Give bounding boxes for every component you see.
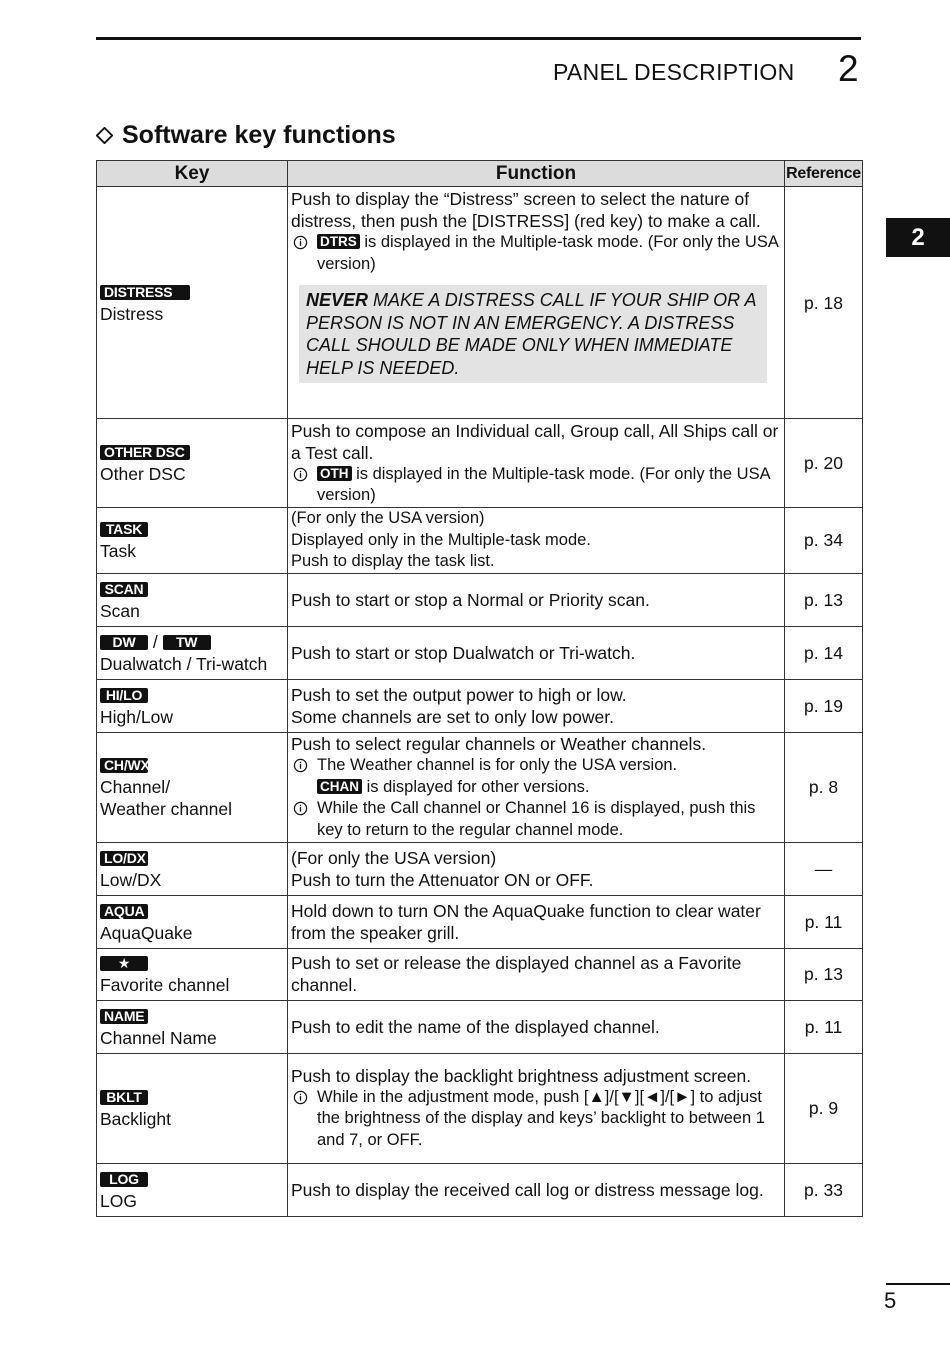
table-row [97, 842, 863, 895]
function-text: Push to set or release the displayed channel as a Favorite channel. [288, 948, 785, 1000]
key-name: Dualwatch / Tri-watch [100, 653, 268, 674]
key-cell [97, 895, 288, 948]
footer-rule [886, 1283, 950, 1285]
info-icon [293, 1090, 308, 1105]
function-text: Push to display the “Distress” screen to select the nature of distress, then push the [DISTRESS] (red key) to make a call. [291, 189, 761, 231]
key-cell [97, 732, 288, 842]
info-note [291, 232, 781, 275]
reference-cell: p. 34 [785, 508, 863, 574]
hi-lo-key-badge: HI/LO [100, 688, 148, 703]
table-row [97, 948, 863, 1000]
key-name: LOG [100, 1190, 137, 1211]
chan-badge: CHAN [317, 779, 362, 794]
function-text: Push to display the backlight brightness adjustment screen. [291, 1065, 752, 1086]
reference-cell: p. 19 [785, 679, 863, 732]
info-note [291, 755, 781, 798]
note-text: The Weather channel is for only the USA version. [317, 756, 678, 774]
info-icon [293, 467, 308, 482]
badge-separator: / [152, 631, 158, 652]
function-text: Push to start or stop a Normal or Priority scan. [288, 573, 785, 626]
function-cell [288, 679, 785, 732]
reference-cell: p. 18 [785, 187, 863, 419]
reference-cell: p. 9 [785, 1053, 863, 1163]
reference-cell: p. 11 [785, 895, 863, 948]
table-row [97, 573, 863, 626]
key-name: Weather channel [100, 799, 232, 819]
scan-key-badge: SCAN [100, 582, 148, 597]
note-text: While in the adjustment mode, push [▲]/[▼][◄]/[►] to adjust the brightness of the display and keys’ backlight to between 1 and 7, or OFF. [317, 1087, 765, 1149]
dw-key-badge: DW [100, 635, 148, 650]
function-line: Push to set the output power to high or low. [291, 684, 627, 705]
reference-cell: p. 11 [785, 1000, 863, 1053]
log-key-badge: LOG [100, 1172, 148, 1187]
function-text: Push to start or stop Dualwatch or Tri-watch. [288, 626, 785, 679]
page-number: 5 [884, 1288, 897, 1313]
tw-key-badge: TW [163, 635, 211, 650]
warning-text: MAKE A DISTRESS CALL IF YOUR SHIP OR A PERSON IS NOT IN AN EMERGENCY. A DISTRESS CALL SHOULD BE MADE ONLY WHEN IMMEDIATE HELP IS NEEDED. [306, 290, 756, 378]
key-name: High/Low [100, 706, 173, 727]
function-cell [288, 842, 785, 895]
note-text: is displayed in the Multiple-task mode. (For only the USA version) [317, 233, 778, 273]
chapter-number: 2 [838, 48, 859, 89]
key-name: Channel Name [100, 1027, 217, 1048]
dtrs-badge: DTRS [317, 234, 360, 249]
bklt-key-badge: BKLT [100, 1090, 148, 1105]
key-name: Other DSC [100, 464, 186, 484]
function-text: Push to select regular channels or Weather channels. [291, 734, 707, 754]
function-line: (For only the USA version) [291, 847, 497, 868]
key-name: Task [100, 541, 136, 562]
info-icon [293, 801, 308, 816]
table-row [97, 419, 863, 508]
header-function: Function [288, 161, 785, 187]
function-line: Displayed only in the Multiple-task mode. [291, 530, 591, 549]
header-key: Key [97, 161, 288, 187]
function-line: Push to turn the Attenuator ON or OFF. [291, 869, 594, 890]
top-rule [96, 37, 861, 40]
key-name: Favorite channel [100, 975, 230, 995]
note-text: is displayed in the Multiple-task mode. (For only the USA version) [317, 464, 770, 504]
function-text: Push to display the received call log or distress message log. [288, 1163, 785, 1216]
reference-cell: — [785, 842, 863, 895]
info-icon [293, 758, 308, 773]
info-note [291, 464, 781, 507]
name-key-badge: NAME [100, 1009, 148, 1024]
key-cell [97, 187, 288, 419]
function-line: Some channels are set to only low power. [291, 706, 614, 727]
chapter-title: PANEL DESCRIPTION [553, 59, 795, 85]
key-cell [97, 508, 288, 574]
table-row [97, 732, 863, 842]
section-title: Software key functions [122, 121, 396, 149]
table-row [97, 626, 863, 679]
note-text: While the Call channel or Channel 16 is displayed, push this key to return to the regular channel mode. [317, 799, 756, 839]
table-row [97, 1053, 863, 1163]
distress-key-badge: DISTRESS [100, 285, 190, 300]
key-cell [97, 679, 288, 732]
function-line: (For only the USA version) [291, 509, 485, 527]
distress-warning [299, 285, 767, 383]
reference-cell: p. 13 [785, 573, 863, 626]
table-row [97, 1000, 863, 1053]
function-cell [288, 187, 785, 419]
key-cell [97, 419, 288, 508]
reference-cell: p. 14 [785, 626, 863, 679]
table-header-row [97, 161, 863, 187]
aqua-key-badge: AQUA [100, 904, 148, 919]
diamond-icon [96, 127, 113, 144]
task-key-badge: TASK [100, 522, 148, 537]
key-name: Low/DX [100, 869, 162, 890]
key-cell [97, 1053, 288, 1163]
info-icon [293, 235, 308, 250]
info-note [291, 798, 781, 841]
section-heading [96, 121, 396, 150]
lo-dx-key-badge: LO/DX [100, 851, 148, 866]
table-row [97, 679, 863, 732]
software-key-table [96, 160, 863, 1217]
key-name: Distress [100, 303, 164, 324]
function-line: Push to display the task list. [291, 552, 495, 570]
chapter-side-tab: 2 [886, 218, 950, 257]
table-row [97, 1163, 863, 1216]
oth-badge: OTH [317, 466, 352, 481]
function-text: Hold down to turn ON the AquaQuake function to clear water from the speaker grill. [288, 895, 785, 948]
table-row [97, 508, 863, 574]
reference-cell: p. 13 [785, 948, 863, 1000]
note-text: is displayed for other versions. [366, 777, 590, 796]
function-cell [288, 508, 785, 574]
key-cell [97, 948, 288, 1000]
info-note [291, 1087, 781, 1152]
warning-emphasis: NEVER [306, 290, 369, 310]
key-cell [97, 1000, 288, 1053]
table-row [97, 895, 863, 948]
other-dsc-key-badge: OTHER DSC [100, 445, 190, 460]
header-reference: Reference [785, 161, 863, 187]
key-name: Channel/ [100, 777, 171, 797]
key-cell [97, 1163, 288, 1216]
function-text: Push to edit the name of the displayed channel. [288, 1000, 785, 1053]
ch-wx-key-badge: CH/WX [100, 758, 148, 773]
favorite-key-badge: ★ [100, 956, 148, 971]
reference-cell: p. 33 [785, 1163, 863, 1216]
key-cell [97, 573, 288, 626]
table-row [97, 187, 863, 419]
reference-cell: p. 8 [785, 732, 863, 842]
key-name: Scan [100, 600, 140, 621]
key-name: AquaQuake [100, 922, 193, 943]
function-cell [288, 419, 785, 508]
key-cell [97, 626, 288, 679]
function-text: Push to compose an Individual call, Group call, All Ships call or a Test call. [291, 420, 779, 463]
key-name: Backlight [100, 1109, 172, 1129]
reference-cell: p. 20 [785, 419, 863, 508]
key-cell [97, 842, 288, 895]
function-cell [288, 1053, 785, 1163]
function-cell [288, 732, 785, 842]
